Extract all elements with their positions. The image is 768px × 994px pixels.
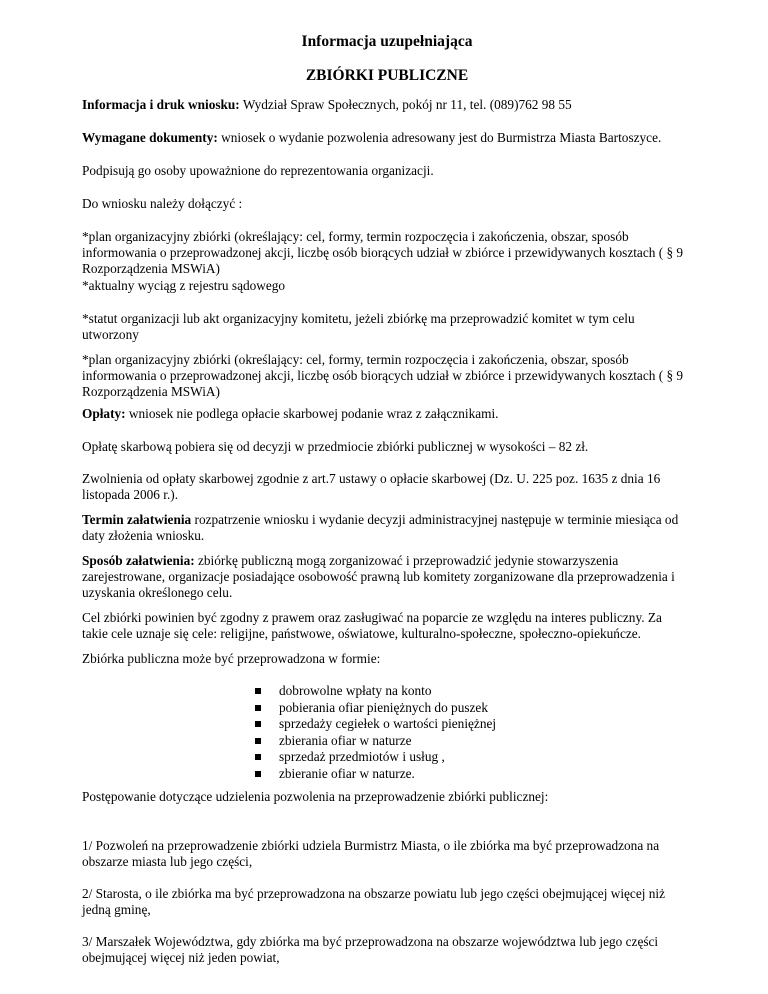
method-text: zbiórkę publiczną mogą zorganizować i przeprowadzić jedynie stowarzyszenia zarejestrowane, organizacje posiadające osobowość prawną lub komitety zorganizowane dla przeprowadzenia i uzyskania określonego celu. xyxy=(82,553,675,600)
procedure-item: 1/ Pozwoleń na przeprowadzenie zbiórki udziela Burmistrz Miasta, o ile zbiórka ma być przeprowadzona na obszarze miasta lub jego części, xyxy=(82,838,660,869)
list-item xyxy=(82,749,496,766)
attachment-item: *statut organizacji lub akt organizacyjny komitetu, jeżeli zbiórkę ma przeprowadzić komitet w tym celu utworzony xyxy=(82,311,635,342)
list-item xyxy=(82,700,496,717)
form-label: pobierania ofiar pieniężnych do puszek xyxy=(279,699,488,715)
form-label: sprzedaż przedmiotów i usług , xyxy=(279,749,445,764)
info-text: Wydział Spraw Społecznych, pokój nr 11, tel. (089)762 98 55 xyxy=(239,97,572,112)
bullet-square-icon xyxy=(255,738,261,744)
fees-label: Opłaty: xyxy=(82,406,126,421)
fee-decision-paragraph: Opłatę skarbową pobiera się od decyzji w przedmiocie zbiórki publicznej w wysokości – 82 zł. xyxy=(82,439,589,454)
attachment-item: *plan organizacyjny zbiórki (określający: cel, formy, termin rozpoczęcia i zakończenia, obszar, sposób informowania o przeprowadzonej akcji, liczbę osób biorących udział w zbiórce i przewidywanych kosztach ( § 9 Rozporządzenia MSWiA) xyxy=(82,229,684,276)
bullet-square-icon xyxy=(255,754,261,760)
list-item xyxy=(82,733,496,750)
procedure-intro: Postępowanie dotyczące udzielenia pozwolenia na przeprowadzenie zbiórki publicznej: xyxy=(82,789,549,804)
form-label: sprzedaży cegiełek o wartości pieniężnej xyxy=(279,716,497,731)
form-label: zbieranie ofiar w naturze. xyxy=(279,765,415,781)
method-label: Sposób załatwienia: xyxy=(82,553,195,568)
forms-list xyxy=(82,683,496,782)
bullet-square-icon xyxy=(255,721,261,727)
bullet-square-icon xyxy=(255,705,261,711)
documents-label: Wymagane dokumenty: xyxy=(82,130,218,145)
fees-paragraph xyxy=(82,406,688,422)
deadline-text: rozpatrzenie wniosku i wydanie decyzji administracyjnej następuje w terminie miesiąca od daty złożenia wniosku. xyxy=(82,512,679,543)
fees-text: wniosek nie podlega opłacie skarbowej podanie wraz z załącznikami. xyxy=(125,406,499,421)
documents-text: wniosek o wydanie pozwolenia adresowany jest do Burmistrza Miasta Bartoszyce. xyxy=(217,130,662,145)
bullet-square-icon xyxy=(255,771,261,777)
purpose-paragraph: Cel zbiórki powinien być zgodny z prawem oraz zasługiwać na poparcie ze względu na interes publiczny. Za takie cele uznaje się cele: religijne, państwowe, oświatowe, kulturalno-społeczne, społeczno-opiekuńcze. xyxy=(82,610,662,641)
info-paragraph xyxy=(82,97,688,113)
attachment-item: *plan organizacyjny zbiórki (określający: cel, formy, termin rozpoczęcia i zakończenia, obszar, sposób informowania o przeprowadzonej akcji, liczbę osób biorących udział w zbiórce i przewidywanych kosztach ( § 9 Rozporządzenia MSWiA) xyxy=(82,352,684,399)
document-title: Informacja uzupełniająca xyxy=(301,33,473,50)
procedure-item: 3/ Marszałek Województwa, gdy zbiórka ma być przeprowadzona na obszarze województwa lub jego części obejmującej więcej niż jeden powiat, xyxy=(82,934,659,965)
bullet-square-icon xyxy=(255,688,261,694)
forms-intro: Zbiórka publiczna może być przeprowadzona w formie: xyxy=(82,651,381,666)
attachments-intro: Do wniosku należy dołączyć : xyxy=(82,196,243,211)
info-label: Informacja i druk wniosku: xyxy=(82,97,240,112)
fee-exemption-paragraph: Zwolnienia od opłaty skarbowej zgodnie z art.7 ustawy o opłacie skarbowej (Dz. U. 225 poz. 1635 z dnia 16 listopada 2006 r.). xyxy=(82,471,661,502)
deadline-paragraph xyxy=(82,512,688,544)
attachment-item: *aktualny wyciąg z rejestru sądowego xyxy=(82,278,286,293)
list-item xyxy=(82,766,496,783)
method-paragraph xyxy=(82,553,688,601)
form-label: zbierania ofiar w naturze xyxy=(279,732,412,748)
documents-paragraph xyxy=(82,130,688,146)
deadline-label: Termin załatwienia xyxy=(82,512,192,527)
form-label: dobrowolne wpłaty na konto xyxy=(279,683,432,698)
list-item xyxy=(82,683,496,700)
list-item xyxy=(82,716,496,733)
document-subtitle: ZBIÓRKI PUBLICZNE xyxy=(305,67,469,84)
procedure-item: 2/ Starosta, o ile zbiórka ma być przeprowadzona na obszarze powiatu lub jego części obejmującej więcej niż jedną gminę, xyxy=(82,886,665,917)
signing-paragraph: Podpisują go osoby upoważnione do reprezentowania organizacji. xyxy=(82,163,434,178)
